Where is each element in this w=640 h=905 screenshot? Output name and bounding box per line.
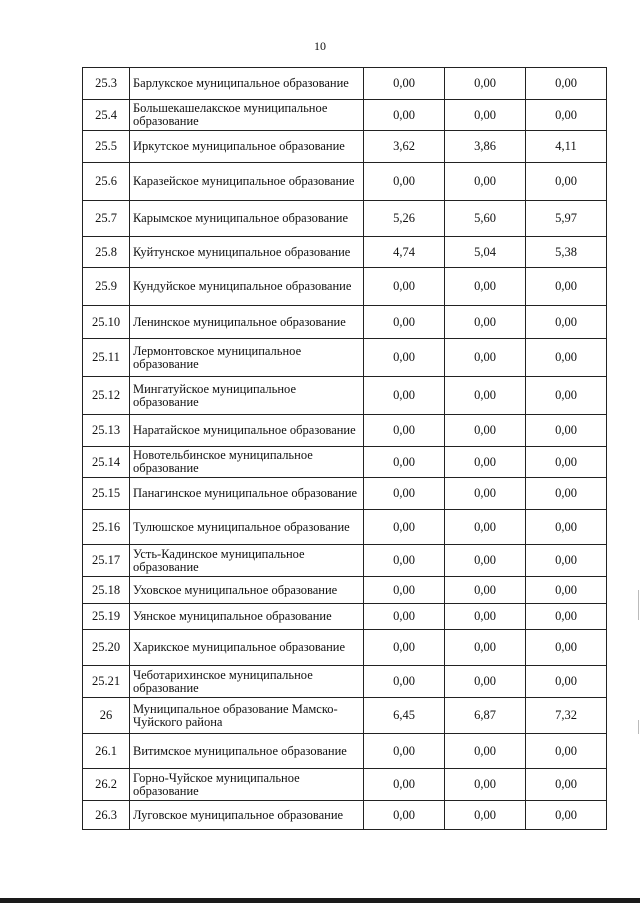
value-col-2: 0,00 bbox=[445, 734, 526, 769]
table-row bbox=[83, 131, 607, 163]
value-col-2: 0,00 bbox=[445, 163, 526, 201]
value-col-1: 5,26 bbox=[364, 201, 445, 237]
value-col-1: 0,00 bbox=[364, 769, 445, 801]
municipality-name: Уховское муниципальное образование bbox=[130, 577, 364, 604]
value-col-1: 0,00 bbox=[364, 447, 445, 478]
row-number: 25.8 bbox=[83, 237, 130, 268]
municipality-name: Уянское муниципальное образование bbox=[130, 604, 364, 630]
scan-edge-mark bbox=[638, 590, 639, 620]
table-row bbox=[83, 698, 607, 734]
table-row bbox=[83, 163, 607, 201]
table-row bbox=[83, 478, 607, 510]
row-number: 26.2 bbox=[83, 769, 130, 801]
scan-edge-mark bbox=[638, 720, 639, 734]
row-number: 25.16 bbox=[83, 510, 130, 545]
row-number: 25.7 bbox=[83, 201, 130, 237]
municipality-name: Витимское муниципальное образование bbox=[130, 734, 364, 769]
table-row bbox=[83, 666, 607, 698]
value-col-1: 0,00 bbox=[364, 68, 445, 100]
row-number: 25.14 bbox=[83, 447, 130, 478]
row-number: 26 bbox=[83, 698, 130, 734]
municipality-name: Новотельбинское муниципальное образование bbox=[130, 447, 364, 478]
municipality-name: Барлукское муниципальное образование bbox=[130, 68, 364, 100]
municipality-name: Кундуйское муниципальное образование bbox=[130, 268, 364, 306]
table-row bbox=[83, 510, 607, 545]
row-number: 26.1 bbox=[83, 734, 130, 769]
value-col-3: 5,97 bbox=[526, 201, 607, 237]
municipality-name: Наратайское муниципальное образование bbox=[130, 415, 364, 447]
value-col-1: 0,00 bbox=[364, 377, 445, 415]
row-number: 25.4 bbox=[83, 100, 130, 131]
table-row bbox=[83, 100, 607, 131]
table-row bbox=[83, 415, 607, 447]
value-col-3: 0,00 bbox=[526, 447, 607, 478]
value-col-2: 0,00 bbox=[445, 604, 526, 630]
municipality-name: Панагинское муниципальное образование bbox=[130, 478, 364, 510]
value-col-1: 0,00 bbox=[364, 478, 445, 510]
row-number: 25.10 bbox=[83, 306, 130, 339]
value-col-2: 0,00 bbox=[445, 510, 526, 545]
value-col-2: 6,87 bbox=[445, 698, 526, 734]
row-number: 26.3 bbox=[83, 801, 130, 830]
municipality-name: Ленинское муниципальное образование bbox=[130, 306, 364, 339]
table-row bbox=[83, 306, 607, 339]
value-col-3: 7,32 bbox=[526, 698, 607, 734]
value-col-3: 0,00 bbox=[526, 734, 607, 769]
municipality-name: Чеботарихинское муниципальное образование bbox=[130, 666, 364, 698]
value-col-3: 0,00 bbox=[526, 545, 607, 577]
value-col-2: 5,60 bbox=[445, 201, 526, 237]
scan-bottom-edge bbox=[0, 898, 640, 903]
row-number: 25.11 bbox=[83, 339, 130, 377]
row-number: 25.20 bbox=[83, 630, 130, 666]
value-col-1: 0,00 bbox=[364, 306, 445, 339]
value-col-1: 0,00 bbox=[364, 604, 445, 630]
value-col-2: 0,00 bbox=[445, 68, 526, 100]
value-col-1: 0,00 bbox=[364, 801, 445, 830]
value-col-2: 0,00 bbox=[445, 545, 526, 577]
value-col-1: 0,00 bbox=[364, 666, 445, 698]
table-row bbox=[83, 447, 607, 478]
value-col-3: 0,00 bbox=[526, 604, 607, 630]
value-col-1: 0,00 bbox=[364, 630, 445, 666]
municipality-name: Горно-Чуйское муниципальное образование bbox=[130, 769, 364, 801]
row-number: 25.15 bbox=[83, 478, 130, 510]
page-number: 10 bbox=[314, 39, 326, 53]
value-col-3: 0,00 bbox=[526, 415, 607, 447]
row-number: 25.6 bbox=[83, 163, 130, 201]
value-col-3: 0,00 bbox=[526, 268, 607, 306]
value-col-1: 0,00 bbox=[364, 268, 445, 306]
value-col-2: 5,04 bbox=[445, 237, 526, 268]
table-row bbox=[83, 630, 607, 666]
value-col-1: 0,00 bbox=[364, 163, 445, 201]
value-col-1: 0,00 bbox=[364, 510, 445, 545]
row-number: 25.5 bbox=[83, 131, 130, 163]
value-col-3: 4,11 bbox=[526, 131, 607, 163]
row-number: 25.13 bbox=[83, 415, 130, 447]
value-col-3: 0,00 bbox=[526, 339, 607, 377]
municipality-name: Усть-Кадинское муниципальное образование bbox=[130, 545, 364, 577]
municipality-name: Иркутское муниципальное образование bbox=[130, 131, 364, 163]
municipality-name: Большекашелакское муниципальное образование bbox=[130, 100, 364, 131]
value-col-1: 0,00 bbox=[364, 577, 445, 604]
table-row bbox=[83, 734, 607, 769]
value-col-3: 0,00 bbox=[526, 801, 607, 830]
table-row bbox=[83, 339, 607, 377]
row-number: 25.18 bbox=[83, 577, 130, 604]
value-col-2: 0,00 bbox=[445, 415, 526, 447]
value-col-2: 0,00 bbox=[445, 377, 526, 415]
municipality-name: Луговское муниципальное образование bbox=[130, 801, 364, 830]
value-col-3: 5,38 bbox=[526, 237, 607, 268]
value-col-3: 0,00 bbox=[526, 478, 607, 510]
municipality-name: Харикское муниципальное образование bbox=[130, 630, 364, 666]
municipality-name: Муниципальное образование Мамско-Чуйского района bbox=[130, 698, 364, 734]
value-col-3: 0,00 bbox=[526, 666, 607, 698]
value-col-2: 0,00 bbox=[445, 666, 526, 698]
municipality-name: Каразейское муниципальное образование bbox=[130, 163, 364, 201]
value-col-2: 0,00 bbox=[445, 801, 526, 830]
value-col-2: 0,00 bbox=[445, 268, 526, 306]
table-row bbox=[83, 201, 607, 237]
table-row bbox=[83, 377, 607, 415]
value-col-1: 0,00 bbox=[364, 100, 445, 131]
municipality-name: Куйтунское муниципальное образование bbox=[130, 237, 364, 268]
value-col-3: 0,00 bbox=[526, 769, 607, 801]
row-number: 25.21 bbox=[83, 666, 130, 698]
value-col-3: 0,00 bbox=[526, 377, 607, 415]
value-col-3: 0,00 bbox=[526, 68, 607, 100]
table-row bbox=[83, 68, 607, 100]
value-col-1: 0,00 bbox=[364, 339, 445, 377]
value-col-2: 0,00 bbox=[445, 630, 526, 666]
value-col-1: 0,00 bbox=[364, 734, 445, 769]
row-number: 25.17 bbox=[83, 545, 130, 577]
value-col-2: 0,00 bbox=[445, 100, 526, 131]
value-col-2: 0,00 bbox=[445, 769, 526, 801]
value-col-1: 4,74 bbox=[364, 237, 445, 268]
row-number: 25.9 bbox=[83, 268, 130, 306]
value-col-3: 0,00 bbox=[526, 163, 607, 201]
value-col-2: 0,00 bbox=[445, 339, 526, 377]
table-row bbox=[83, 769, 607, 801]
value-col-2: 0,00 bbox=[445, 306, 526, 339]
municipality-name: Мингатуйское муниципальное образование bbox=[130, 377, 364, 415]
table-row bbox=[83, 268, 607, 306]
value-col-1: 0,00 bbox=[364, 545, 445, 577]
value-col-3: 0,00 bbox=[526, 306, 607, 339]
table-row bbox=[83, 237, 607, 268]
municipality-name: Тулюшское муниципальное образование bbox=[130, 510, 364, 545]
value-col-3: 0,00 bbox=[526, 577, 607, 604]
table-row bbox=[83, 545, 607, 577]
municipality-name: Лермонтовское муниципальное образование bbox=[130, 339, 364, 377]
value-col-2: 3,86 bbox=[445, 131, 526, 163]
row-number: 25.19 bbox=[83, 604, 130, 630]
value-col-3: 0,00 bbox=[526, 100, 607, 131]
row-number: 25.12 bbox=[83, 377, 130, 415]
value-col-1: 0,00 bbox=[364, 415, 445, 447]
municipality-name: Карымское муниципальное образование bbox=[130, 201, 364, 237]
value-col-2: 0,00 bbox=[445, 478, 526, 510]
value-col-1: 3,62 bbox=[364, 131, 445, 163]
value-col-1: 6,45 bbox=[364, 698, 445, 734]
row-number: 25.3 bbox=[83, 68, 130, 100]
table-row bbox=[83, 604, 607, 630]
value-col-2: 0,00 bbox=[445, 577, 526, 604]
budget-table bbox=[82, 67, 607, 830]
table-row bbox=[83, 801, 607, 830]
value-col-3: 0,00 bbox=[526, 510, 607, 545]
table-row bbox=[83, 577, 607, 604]
value-col-3: 0,00 bbox=[526, 630, 607, 666]
value-col-2: 0,00 bbox=[445, 447, 526, 478]
table-body bbox=[83, 68, 607, 830]
